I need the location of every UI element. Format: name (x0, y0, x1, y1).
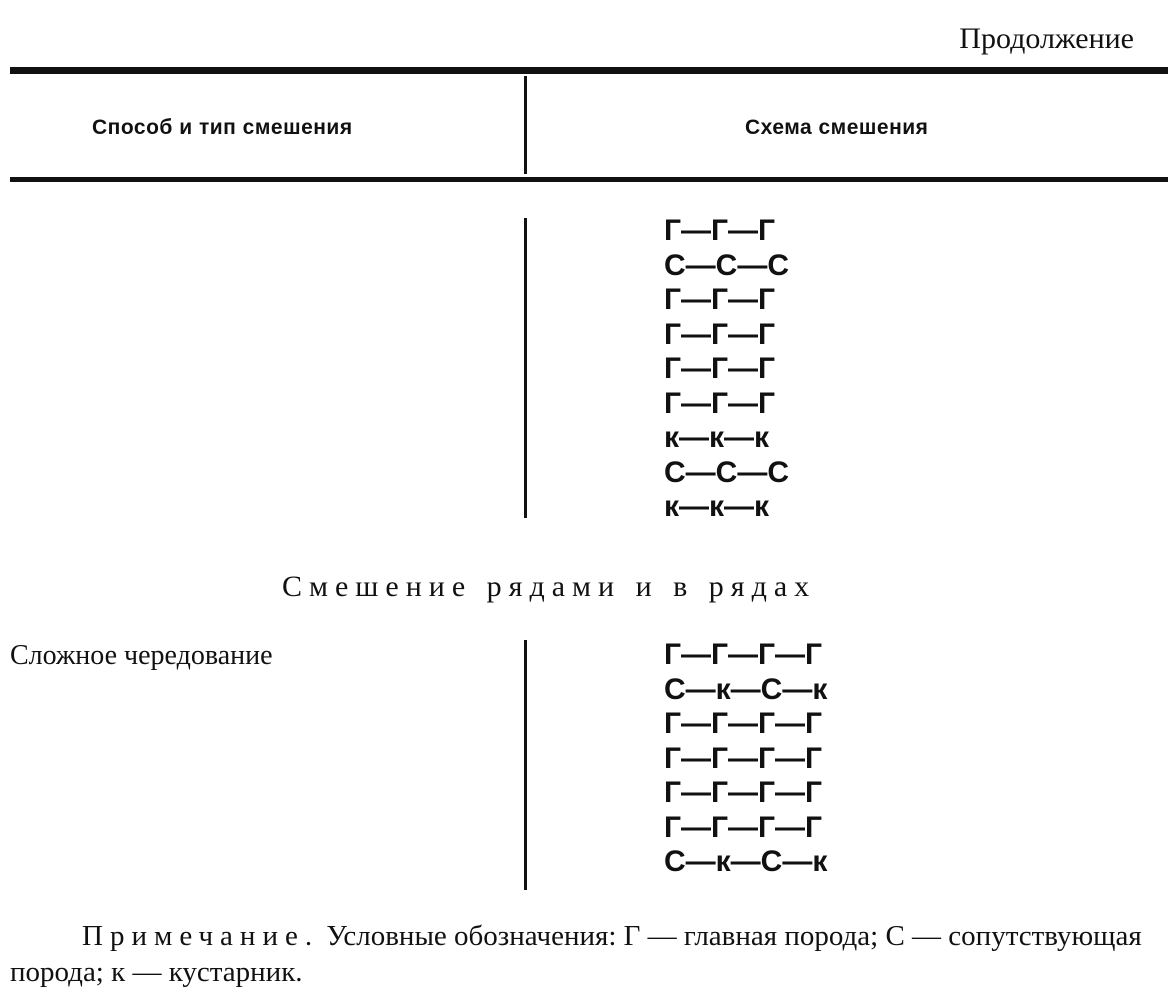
scheme-row: Г—Г—Г (664, 386, 776, 420)
scheme-row: Г—Г—Г—Г (664, 810, 823, 844)
footnote (10, 918, 1168, 990)
scheme-row: С—к—С—к (664, 672, 828, 706)
scheme-row: к—к—к (664, 490, 770, 523)
scheme-row: Г—Г—Г (664, 352, 776, 385)
table-header-bottom-rule (10, 177, 1168, 182)
scheme-block2 (664, 638, 827, 880)
column-header-scheme: Схема смешения (745, 116, 929, 139)
scheme-row: Г—Г—Г (664, 317, 776, 351)
scheme-row: к—к—к (664, 421, 770, 454)
scheme-row: Г—Г—Г—Г (664, 638, 823, 671)
scheme-row: Г—Г—Г—Г (664, 707, 823, 740)
footnote-text: Условные обозначения: Г — главная порода; С — сопутствующая порода; к — кустарник. (10, 920, 1142, 988)
column-header-method: Способ и тип смешения (92, 116, 353, 139)
scheme-row: Г—Г—Г—Г (664, 776, 823, 809)
column-divider-block1 (524, 218, 527, 518)
scheme-row: Г—Г—Г (664, 283, 776, 316)
scheme-block1 (664, 214, 789, 525)
column-divider-block2 (524, 640, 527, 890)
mixing-type-label: Сложное чередование (10, 640, 273, 671)
scheme-row: Г—Г—Г—Г (664, 741, 823, 775)
continuation-label: Продолжение (959, 22, 1134, 55)
table-top-rule (10, 67, 1168, 74)
scheme-row: С—С—С (664, 455, 789, 489)
scheme-row: С—С—С (664, 248, 789, 282)
scheme-row: Г—Г—Г (664, 214, 776, 247)
footnote-lead: Примечание. (82, 920, 320, 952)
header-column-divider (524, 76, 527, 174)
scheme-row: С—к—С—к (664, 845, 828, 878)
section-title: Смешение рядами и в рядах (282, 570, 817, 603)
